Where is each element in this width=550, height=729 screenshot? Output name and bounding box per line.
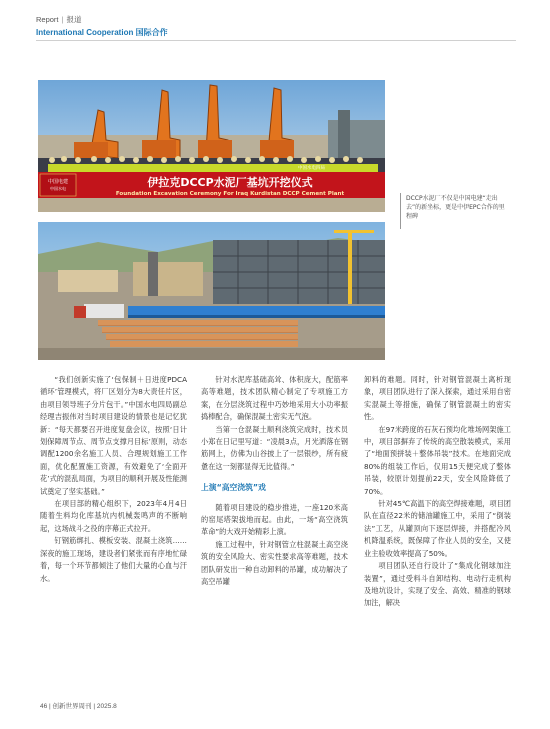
paragraph: 项目团队还自行设计了“集成化钢球加注装置”，通过受料斗自卸结构、电动行走机构及地坑设计，实现了安全、高效、精准的钢球加注，解决	[364, 561, 511, 608]
header-divider	[36, 40, 516, 41]
page-number: 46	[40, 703, 48, 710]
section-label	[36, 27, 516, 38]
logo-right-text: 中国水电四局	[298, 166, 325, 171]
photo-caption: DCCP水泥厂不仅是中国电建“走出去”的新坐标，更是中伊EPC合作的里程碑	[406, 195, 505, 220]
text-column-1	[40, 374, 187, 585]
paragraph: 随着项目建设的稳步推进，一座120米高的窑尾塔架拔地而起。由此，一场“高空浇筑革命”的大戏开始精彩上演。	[201, 502, 348, 537]
banner-subtitle: Foundation Excavation Ceremony For Iraq Kurdistan DCCP Cement Plant	[115, 191, 345, 197]
magazine-name: 创新世界周刊	[52, 703, 92, 710]
paragraph: 针对45℃高温下的高空焊接难题，项目团队在直径22米的储油罐施工中，采用了“倒装法”工艺，从罐顶向下逐层焊接，并搭配冷风机降温系统，既保障了作业人员的安全，又使业主验收效率提高了50%。	[364, 499, 511, 558]
paragraph: 针对水泥库基础高耸、体积庞大，配筋率高等难题，技术团队精心制定了专项施工方案，在分层浇筑过程中巧妙地采用大小功率振捣棒配合，确保混凝土密实无气泡。	[201, 375, 348, 422]
paragraph: 钉钢筋绑扎、模板安装、混凝土浇筑……深夜的施工现场，建设者们紧张而有序地忙碌着，每一个环节都倾注了他们大量的心血与汗水。	[40, 536, 187, 583]
logo-left-sub: 中国水电	[50, 186, 66, 191]
section-en: International Cooperation	[36, 28, 134, 37]
paragraph: 当第一仓混凝土顺利浇筑完成时，技术员小郑在日记里写道：“凌晨3点，月光洒落在钢筋网上，仿佛为山谷披上了一层银纱，所有疲惫在这一刻都显得无比值得。”	[201, 424, 348, 471]
report-en: Report	[36, 15, 59, 24]
page-footer: 46 | 创新世界周刊 | 2025.8	[40, 703, 117, 710]
text-column-2	[201, 374, 348, 589]
paragraph: “我们创新实施了‘包保制＋日进度PDCA循环’管理模式，将厂区划分为8大责任片区，由项目领导班子分片包干。”中国水电四局副总经理吉振伟对当时项目建设的情景也是记忆犹新：“每天都要召开进度复盘会议，按照‘日计划保障周节点、周节点支撑月目标’原则，动态调配1200余名施工人员、合理规划施工工作面，优化配置施工资源，有效避免了‘全面开花’式的混乱局面，为项目的顺利开展及性能测试奠定了坚实基础。”	[40, 375, 187, 496]
page-header	[36, 14, 516, 38]
caption-rule	[400, 193, 401, 229]
logo-left-text: 中国电建	[47, 179, 69, 185]
section-cn: 国际合作	[135, 28, 168, 37]
paragraph: 在项目部的精心组织下，2023年4月4日随着生料均化库基坑内机械轰鸣声的不断响起，这场战斗之役的序幕正式拉开。	[40, 499, 187, 533]
ceremony-scene	[38, 80, 385, 212]
issue-date: 2025.8	[96, 703, 117, 710]
report-label: Report | 报道	[36, 15, 82, 24]
plant-photo	[38, 222, 385, 360]
text-column-3	[364, 374, 511, 610]
paragraph: 施工过程中，针对钢管立柱混凝土高空浇筑的安全风险大、密实性要求高等难题，技术团队研发出一种自动卸料的吊罐，成功解决了高空吊罐	[201, 539, 348, 587]
section-subheading: 上演“高空浇筑”戏	[201, 483, 266, 493]
paragraph: 在97米跨度的石灰石预均化堆场网架施工中，项目部摒弃了传统的高空散装模式，采用了“地面预拼装＋整体吊装”技术。在地面完成80%的组装工作后，仅用15天便完成了整体吊装，较原计划提前22天，安全风险降低了70%。	[364, 424, 511, 496]
ceremony-photo	[38, 80, 385, 212]
report-cn: 报道	[66, 15, 82, 24]
banner-title: 伊拉克DCCP水泥厂基坑开挖仪式	[147, 176, 313, 189]
paragraph: 卸料的难题。同时，针对钢管混凝土离析现象，项目团队进行了深入探索，通过采用自密实混凝土等措施，确保了钢管混凝土的密实性。	[364, 375, 511, 422]
plant-scene	[38, 222, 385, 360]
